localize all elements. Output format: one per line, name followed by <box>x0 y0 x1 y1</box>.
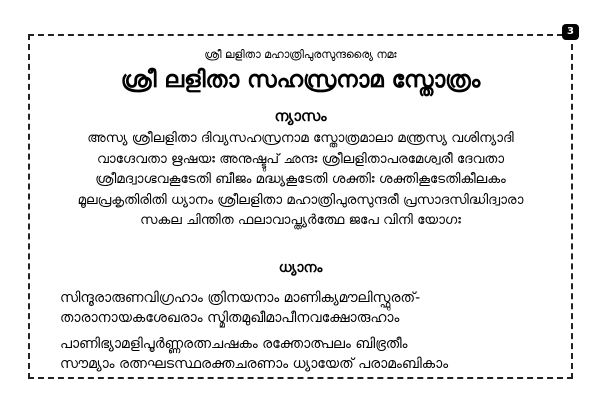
page-title: ശ്രീ ലളിതാ സഹസ്രനാമ സ്തോത്രം <box>120 67 481 93</box>
nyasa-line: മൂലപ്രകൃതിരിതി ധ്യാനം ശ്രീലളിതാ മഹാത്രിപുരസുന്ദരീ പ്രസാദസിദ്ധിദ്വാരാ <box>77 191 524 208</box>
nyasa-line: വാഗ്ദേവതാ ഋഷയഃ അനുഷ്ടുപ് ഛന്ദഃ ശ്രീലളിതാപരമേശ്വരീ ദേവതാ <box>96 150 505 167</box>
verse-one <box>60 288 420 328</box>
verse-two <box>60 334 448 374</box>
verse-line: താരാനായകശേഖരാം സ്മിതമുഖീമാപീനവക്ഷോരുഹാം <box>60 310 400 326</box>
verse-line: പാണിഭ്യാമളിപൂർണ്ണരത്നചഷകം രക്തോത്പലം ബിഭ്രതീം <box>60 336 408 352</box>
nyasa-heading: ന്യാസം <box>274 107 327 125</box>
page-number: 3 <box>562 24 579 40</box>
nyasa-line: ശ്രീമദ്വാഗ്ഭവകൂടേതി ബീജം മദ്ധ്യകൂടേതി ശക്തിഃ ശക്തികൂടേതികീലകം <box>95 171 506 187</box>
nyasa-line: സകല ചിന്തിത ഫലാവാപ്ത്യർത്ഥേ ജപേ വിനി യോഗഃ <box>140 212 461 228</box>
dhyana-heading: ധ്യാനം <box>278 260 323 276</box>
nyasa-line: അസ്യ ശ്രീലളിതാ ദിവ്യസഹസ്രനാമ സ്തോത്രമാലാ മന്ത്രസ്യ വശിന്യാദി <box>87 130 514 146</box>
verse-line: സൗമ്യാം രത്നഘടസ്ഥരക്തചരണാം ധ്യായേത് പരാമംബികാം <box>60 356 449 372</box>
nyasa-paragraph <box>28 128 573 231</box>
invocation-line: ശ്രീ ലളിതാ മഹാത്രിപുരസുന്ദര്യൈ നമഃ <box>204 48 397 61</box>
verse-line: സിന്ദൂരാരുണവിഗ്രഹാം ത്രിനയനാം മാണിക്യമൗലിസ്ഫുരത്- <box>60 290 421 306</box>
